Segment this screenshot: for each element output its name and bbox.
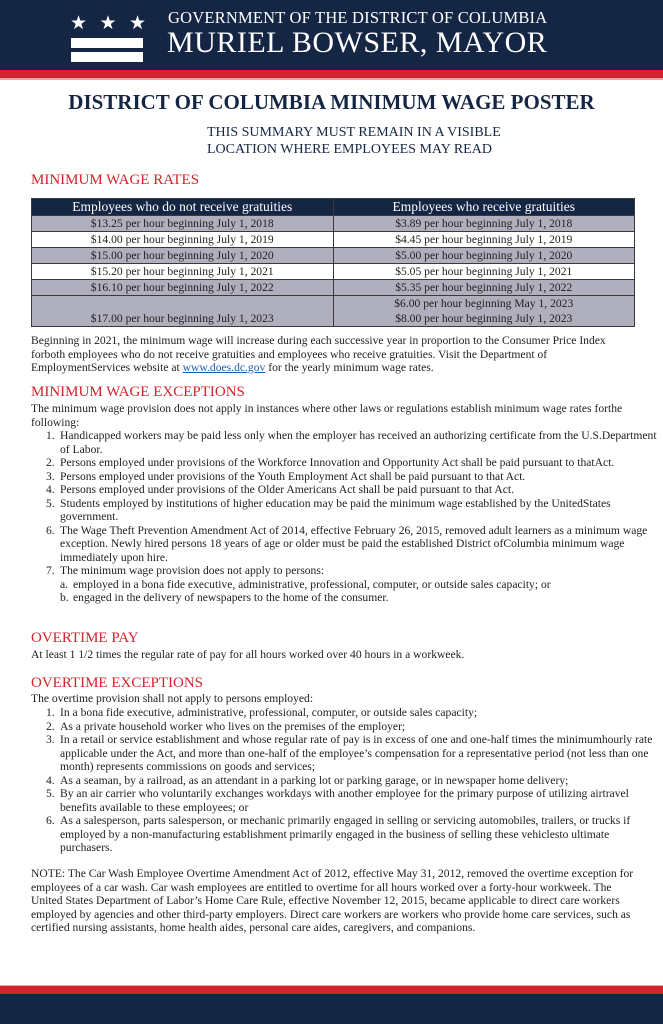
flag-bar-icon: [71, 38, 143, 48]
list-number: 7.: [46, 564, 55, 577]
table-cell: $4.45 per hour beginning July 1, 2019: [333, 232, 635, 248]
list-number: 5.: [46, 496, 55, 510]
car-wash-home-care-note: NOTE: The Car Wash Employee Overtime Amendment Act of 2012, effective May 31, 2012, removed the overtime exception for employees of a car wash. Car wash employees are entitled to overtime for all hours worked over a forty-hour workweek. The United States Department of Labor’s Home Care Rule, effective November 12, 2015, became applicable to direct care workers employed by agencies and other third-party employers. Direct care workers are workers who provide home care services, such as certified nursing assistants, home health aides, personal care aides, caregivers, and companions.: [31, 867, 634, 934]
subtitle-line-2: LOCATION WHERE EMPLOYEES MAY READ: [207, 142, 492, 157]
overtime-pay-text: At least 1 1/2 times the regular rate of pay for all hours worked over 40 hours in a workweek.: [31, 648, 465, 661]
table-row: [32, 264, 635, 280]
subtitle-line-1: THIS SUMMARY MUST REMAIN IN A VISIBLE: [207, 125, 501, 140]
table-cell-line: $8.00 per hour beginning July 1, 2023: [395, 312, 573, 325]
star-icon: ★: [128, 12, 146, 34]
header-red-stripe: [0, 70, 663, 78]
list-item: [46, 773, 660, 788]
list-item-text: Handicapped workers may be paid less only when the employer has received an authorizing certificate from the U.S.Department of Labor.: [60, 429, 657, 456]
list-number: 4.: [46, 483, 55, 496]
list-number: 6.: [46, 523, 55, 537]
sub-list-item-text: employed in a bona fide executive, administrative, professional, computer, or outside sales capacity; or: [73, 577, 551, 591]
list-number: 6.: [46, 814, 55, 827]
list-item: [46, 719, 660, 734]
header-pink-stripe: [0, 78, 663, 80]
cpi-note-paragraph: [31, 334, 636, 375]
subtitle: [207, 124, 501, 158]
list-item: [46, 429, 660, 456]
list-number: 1.: [46, 429, 55, 442]
list-number: 3.: [46, 733, 55, 746]
table-row: [32, 216, 635, 232]
overtime-exceptions-list: [31, 706, 660, 855]
table-cell: $5.05 per hour beginning July 1, 2021: [333, 264, 635, 280]
table-row: [32, 296, 635, 327]
table-header-row: [32, 199, 635, 216]
cpi-note-text: Beginning in 2021, the minimum wage will increase during each successive year in proportion to the Consumer Price Index forboth employees who do not receive gratuities and employees who receive gratuities. Visit the Department of EmploymentServices website at: [31, 334, 606, 374]
section-heading-overtime-exceptions: OVERTIME EXCEPTIONS: [31, 675, 204, 691]
table-row: [32, 232, 635, 248]
list-item: [46, 564, 660, 605]
mayor-line: MURIEL BOWSER, MAYOR: [167, 26, 548, 59]
list-item: [46, 483, 660, 497]
sub-list-item: [60, 591, 660, 605]
footer-banner: [0, 994, 663, 1024]
section-heading-overtime-pay: OVERTIME PAY: [31, 630, 139, 646]
does-website-link[interactable]: www.does.dc.gov: [182, 361, 266, 374]
footer-red-stripe: [0, 986, 663, 994]
column-header: Employees who receive gratuities: [333, 199, 635, 216]
list-item-text: Persons employed under provisions of the Youth Employment Act shall be paid pursuant to that Act.: [60, 469, 526, 483]
star-icon: ★: [99, 12, 117, 34]
list-item-text: The Wage Theft Prevention Amendment Act of 2014, effective February 26, 2015, removed adult learners as a minimum wage exception. Newly hired persons 18 years of age or older must be paid the established District ofColumbia minimum wage immediately upon hire.: [60, 523, 648, 564]
table-cell: $5.35 per hour beginning July 1, 2022: [333, 280, 635, 296]
list-item: [46, 733, 660, 774]
column-header: Employees who do not receive gratuities: [32, 199, 334, 216]
table-row: [32, 248, 635, 264]
page-title: DISTRICT OF COLUMBIA MINIMUM WAGE POSTER: [68, 90, 595, 114]
table-cell: $14.00 per hour beginning July 1, 2019: [32, 232, 334, 248]
header-banner: [0, 0, 663, 70]
list-item-text: The minimum wage provision does not apply to persons:: [60, 564, 325, 577]
sub-list-letter: a.: [60, 577, 69, 591]
stars: [70, 14, 146, 32]
list-item-text: As a private household worker who lives on the premises of the employer;: [60, 719, 406, 733]
list-item: [46, 469, 660, 484]
sub-list-item: [60, 578, 660, 592]
table-cell: $17.00 per hour beginning July 1, 2023: [32, 296, 334, 327]
star-icon: ★: [70, 12, 88, 34]
list-number: 2.: [46, 456, 55, 469]
list-item: [46, 523, 660, 565]
government-line: GOVERNMENT OF THE DISTRICT OF COLUMBIA: [168, 8, 548, 27]
overtime-exceptions-intro: The overtime provision shall not apply to persons employed:: [31, 692, 314, 705]
table-row: [32, 280, 635, 296]
list-item: [46, 706, 660, 720]
dc-flag-logo: [70, 14, 146, 64]
list-number: 4.: [46, 773, 55, 787]
table-cell: [333, 296, 635, 327]
table-cell: $15.00 per hour beginning July 1, 2020: [32, 248, 334, 264]
table-cell: $3.89 per hour beginning July 1, 2018: [333, 216, 635, 232]
minimum-wage-table: [31, 198, 635, 327]
list-item-text: Persons employed under provisions of the Workforce Innovation and Opportunity Act shall be paid pursuant to thatAct.: [60, 456, 615, 469]
list-item: [46, 787, 660, 814]
section-heading-minimum-wage-rates: MINIMUM WAGE RATES: [31, 172, 200, 188]
table-cell: $5.00 per hour beginning July 1, 2020: [333, 248, 635, 264]
list-item-text: In a bona fide executive, administrative, professional, computer, or outside sales capacity;: [60, 706, 478, 719]
list-number: 3.: [46, 469, 55, 483]
table-cell: $13.25 per hour beginning July 1, 2018: [32, 216, 334, 232]
list-item: [46, 814, 660, 855]
exceptions-intro: The minimum wage provision does not apply in instances where other laws or regulations establish minimum wage rates forthe following:: [31, 402, 623, 429]
table-cell-line: $6.00 per hour beginning May 1, 2023: [394, 297, 574, 310]
list-item-text: Persons employed under provisions of the Older Americans Act shall be paid pursuant to that Act.: [60, 483, 515, 496]
list-number: 2.: [46, 719, 55, 733]
table-cell: $15.20 per hour beginning July 1, 2021: [32, 264, 334, 280]
list-number: 1.: [46, 706, 55, 719]
flag-bar-icon: [71, 52, 143, 62]
list-item-text: By an air carrier who voluntarily exchanges workdays with another employee for the primary purpose of utilizing airtravel benefits available to these employees; or: [60, 787, 629, 814]
cpi-note-text-end: for the yearly minimum wage rates.: [265, 361, 434, 374]
sub-list-item-text: engaged in the delivery of newspapers to the home of the consumer.: [73, 591, 389, 604]
section-heading-minimum-wage-exceptions: MINIMUM WAGE EXCEPTIONS: [31, 384, 245, 400]
table-cell: $16.10 per hour beginning July 1, 2022: [32, 280, 334, 296]
list-item-text: Students employed by institutions of higher education may be paid the minimum wage established by the UnitedStates government.: [60, 496, 611, 523]
list-item: [46, 456, 660, 470]
minimum-wage-exceptions-list: [31, 429, 660, 605]
sub-list: [60, 578, 660, 605]
sub-list-letter: b.: [60, 591, 69, 604]
list-item-text: As a seaman, by a railroad, as an attendant in a parking lot or parking garage, or in newspaper home delivery;: [60, 773, 569, 787]
list-number: 5.: [46, 787, 55, 800]
list-item-text: As a salesperson, parts salesperson, or mechanic primarily engaged in selling or servicing automobiles, trailers, or trucks if employed by a non-manufacturing establishment primarily engaged in the business of selling these vehiclesto ultimate purchasers.: [60, 814, 631, 854]
list-item-text: In a retail or service establishment and whose regular rate of pay is in excess of one and one-half times the minimumhourly rate applicable under the Act, and more than one-half of the employee’s compensation for a representative period (not less than one month) represents commissions on goods and services;: [60, 733, 653, 773]
list-item: [46, 496, 660, 524]
